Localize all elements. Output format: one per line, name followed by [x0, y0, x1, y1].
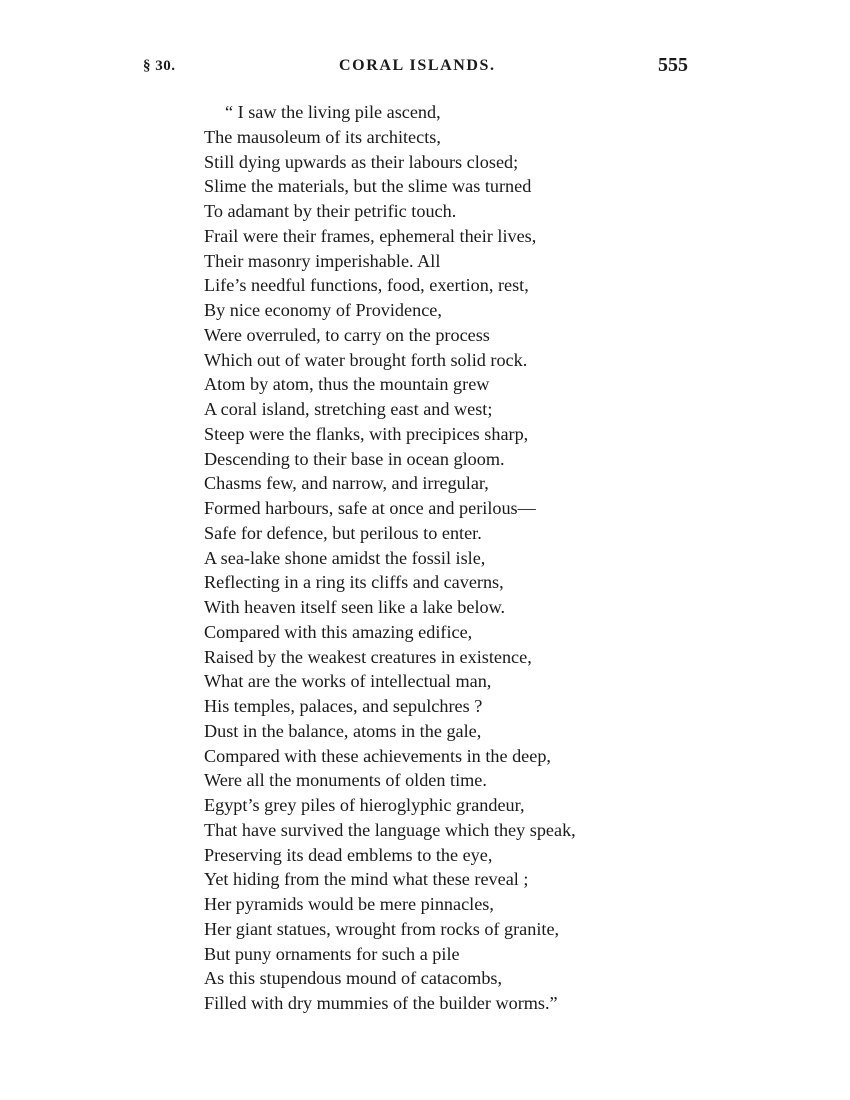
poem-line: With heaven itself seen like a lake below.	[204, 597, 506, 617]
section-number: § 30.	[143, 58, 176, 74]
poem-line: Compared with this amazing edifice,	[204, 621, 473, 642]
poem-line: Slime the materials, but the slime was turned	[204, 176, 532, 197]
poem-line: By nice economy of Providence,	[204, 300, 442, 320]
poem-line: Preserving its dead emblems to the eye,	[204, 844, 493, 865]
poem-line: Frail were their frames, ephemeral their lives,	[204, 225, 537, 246]
poem-line: A coral island, stretching east and west;	[204, 399, 493, 419]
poem-line: Descending to their base in ocean gloom.	[204, 448, 505, 469]
running-head	[143, 54, 688, 84]
poem-block	[204, 100, 724, 1016]
poem-line: His temples, palaces, and sepulchres ?	[204, 696, 483, 716]
poem-line: Egypt’s grey piles of hieroglyphic grandeur,	[204, 795, 525, 815]
poem-line: Chasms few, and narrow, and irregular,	[204, 473, 489, 494]
poem-line: A sea-lake shone amidst the fossil isle,	[204, 547, 486, 568]
poem-line: Safe for defence, but perilous to enter.	[204, 522, 482, 543]
poem-line: Steep were the flanks, with precipices sharp,	[204, 423, 529, 444]
poem-line: Yet hiding from the mind what these reveal ;	[204, 869, 529, 890]
poem-line: The mausoleum of its architects,	[204, 126, 441, 147]
poem-line: Atom by atom, thus the mountain grew	[204, 374, 490, 395]
poem-line: Were overruled, to carry on the process	[204, 324, 490, 345]
poem-line: Dust in the balance, atoms in the gale,	[204, 720, 482, 741]
poem-line: Compared with these achievements in the deep,	[204, 745, 551, 766]
poem-line: To adamant by their petrific touch.	[204, 201, 457, 221]
poem-line: Which out of water brought forth solid rock.	[204, 349, 528, 370]
poem-line: Her giant statues, wrought from rocks of granite,	[204, 918, 560, 939]
poem-line: Reflecting in a ring its cliffs and caverns,	[204, 572, 504, 593]
poem-line: But puny ornaments for such a pile	[204, 943, 460, 964]
poem-line: As this stupendous mound of catacombs,	[204, 968, 503, 989]
poem-line: Their masonry imperishable. All	[204, 250, 441, 271]
poem-line: Still dying upwards as their labours closed;	[204, 151, 519, 172]
poem-line: Were all the monuments of olden time.	[204, 770, 487, 791]
poem-line: What are the works of intellectual man,	[204, 671, 492, 692]
poem-line: Her pyramids would be mere pinnacles,	[204, 894, 494, 914]
poem-line: Formed harbours, safe at once and perilous—	[204, 498, 536, 518]
poem-line: Filled with dry mummies of the builder worms.”	[204, 993, 558, 1013]
poem-line: “ I saw the living pile ascend,	[225, 102, 441, 122]
poem-line: That have survived the language which they speak,	[204, 819, 576, 840]
poem-line: Raised by the weakest creatures in existence,	[204, 646, 532, 667]
running-title: CORAL ISLANDS.	[339, 57, 496, 74]
page-number: 555	[658, 54, 688, 76]
poem-line: Life’s needful functions, food, exertion, rest,	[204, 275, 529, 296]
